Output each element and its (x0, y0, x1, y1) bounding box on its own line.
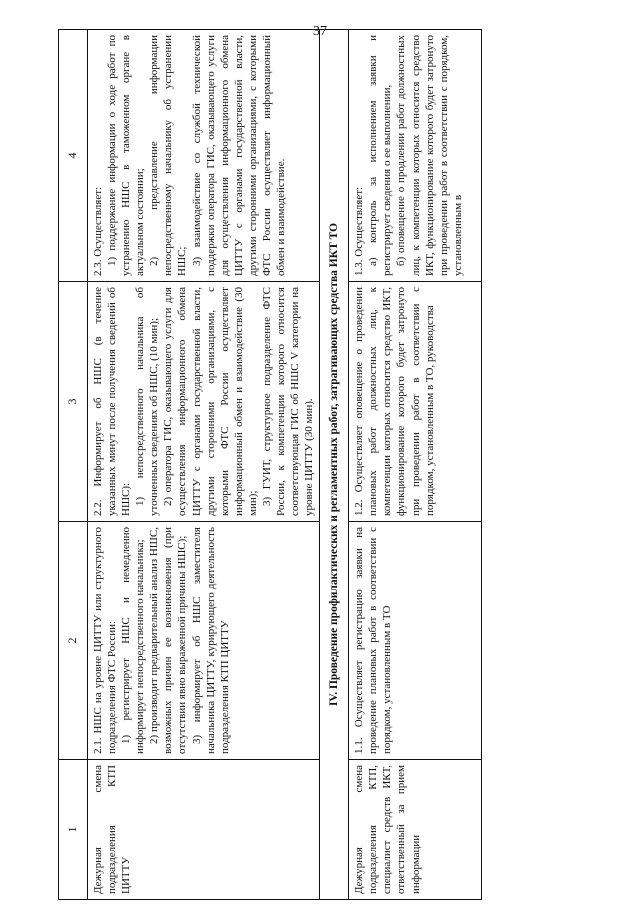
role-cell: Дежурная смена подразделения КТП, специалист средств ИКТ, ответственный за прием информации (349, 760, 482, 900)
actions-cell: 1.2. Осуществляет оповещение о проведении плановых работ должностных лиц, к компетенции которых относится средство ИКТ, функционирование которого будет затронуто при проведении работ в соответствии с порядком, установленным в ТО, руководства (349, 282, 482, 522)
actions-cell: 1.1. Осуществляет регистрацию заявки на проведение плановых работ в соответствии с порядком, установленным в ТО (349, 522, 482, 760)
column-header: 3 (59, 282, 88, 522)
column-header: 4 (59, 30, 88, 282)
rotated-table-container (58, 30, 618, 900)
section-title: IV. Проведение профилактических и регламентных работ, затрагивающих средства ИКТ ТО (320, 30, 349, 900)
section-row (320, 30, 349, 900)
actions-cell: 2.2. Информирует об НШС (в течение указанных минут после получения сведений об НШС): 1) непосредственного начальника об уточненных сведениях об НШС, (10 мин); 2) оператора ГИС, оказывающего услуги для осуществления информационного обмена ЦИТТУ с органами государственной власти, другими сторонними организациями, с которыми ФТС России осуществляет информационный обмен и взаимодействие (30 мин); 3) ГУИТ, структурное подразделение ФТС России, к компетенции которого относится соответствующая ГИС об НШС V категории на уровне ЦИТТУ (30 мин). (88, 282, 320, 522)
actions-cell: 2.3. Осуществляет: 1) поддержание информации о ходе работ по устранению НШС в таможенном органе в актуальном состоянии; 2) представление информации непосредственному начальнику об устранении НШС; 3) взаимодействие со службой технической поддержки оператора ГИС, оказывающего услуги для осуществления информационного обмена ЦИТТУ с органами государственной власти, другими сторонними организациями, с которыми ФТС России осуществляет информационный обмен и взаимодействие. (88, 30, 320, 282)
column-header: 2 (59, 522, 88, 760)
role-cell: Дежурная смена подразделения КТП ЦИТТУ (88, 760, 320, 900)
header-row (59, 30, 88, 900)
table-row (349, 30, 482, 900)
page-number: 37 (313, 24, 327, 39)
actions-cell: 1.3. Осуществляет: а) контроль за исполнением заявки и регистрирует сведения о ее выполнении, б) оповещение о продлении работ должностных лиц, к компетенции которых относится средство ИКТ, функционирование которого будет затронуто при проведении работ в соответствии с порядком, установленным в (349, 30, 482, 282)
actions-cell: 2.1. НШС на уровне ЦИТТУ или структурного подразделения ФТС России: 1) регистрирует НШС и немедленно информирует непосредственного начальника; 2) производит предварительный анализ НШС, возможных причин ее возникновения (при отсутствии явно выраженной причины НШС); 3) информирует об НШС заместителя начальника ЦИТТУ, курирующего деятельность подразделения КТП ЦИТТУ (88, 522, 320, 760)
procedure-table (58, 29, 482, 900)
table-row (88, 30, 320, 900)
column-header: 1 (59, 760, 88, 900)
